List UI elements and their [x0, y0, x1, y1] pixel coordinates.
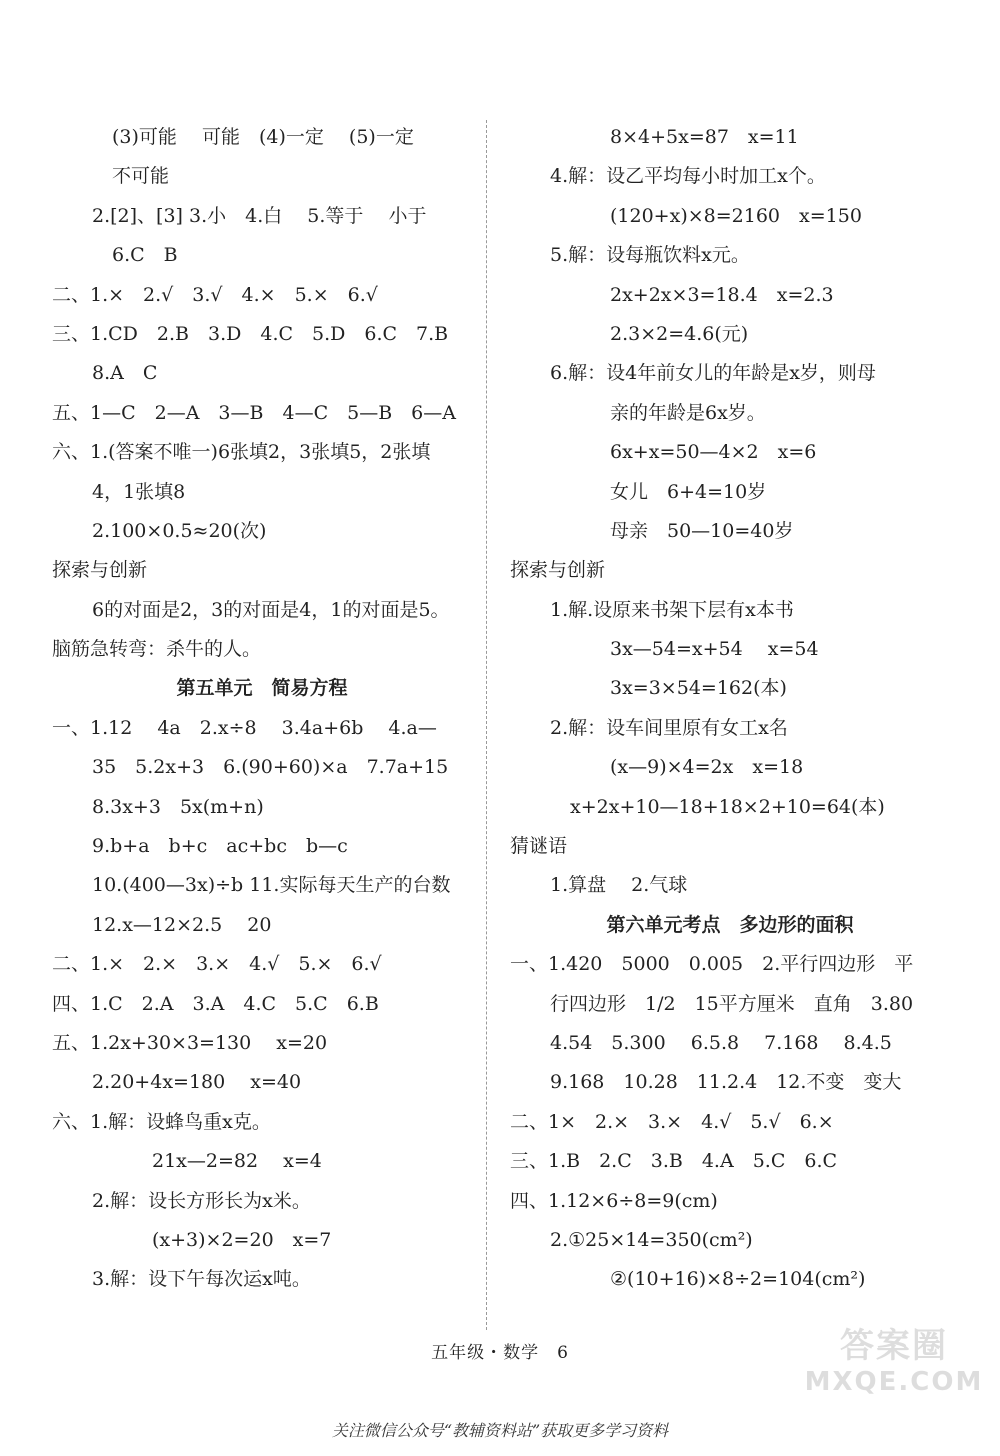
answer-line: (3)可能 可能 (4)一定 (5)一定	[112, 126, 414, 148]
answer-line: 脑筋急转弯：杀牛的人。	[52, 638, 262, 661]
answer-line: (x+3)×2=20 x=7	[152, 1228, 332, 1251]
answer-line: 9.b+a b+c ac+bc b—c	[92, 835, 348, 858]
answer-line: 21x—2=82 x=4	[152, 1150, 322, 1173]
answer-line: 一、1.12 4a 2.x÷8 3.4a+6b 4.a—	[52, 716, 437, 739]
section-heading: 探索与创新	[510, 559, 606, 582]
answer-line: 6.C B	[112, 244, 178, 267]
page-footer-label: 五年级・数学 6	[431, 1343, 569, 1363]
answer-line: 行四边形 1/2 15平方厘米 直角 3.80	[550, 992, 914, 1015]
answer-line: 2.解：设车间里原有女工x名	[550, 716, 788, 739]
section-heading: 探索与创新	[52, 559, 148, 582]
answer-line: 8.A C	[92, 362, 158, 385]
answer-line: 3.解：设下午每次运x吨。	[92, 1268, 311, 1291]
watermark-logo-text: 答案圈	[840, 1326, 948, 1366]
answer-line: 一、1.420 5000 0.005 2.平行四边形 平	[510, 953, 914, 976]
answer-line: 三、1.CD 2.B 3.D 4.C 5.D 6.C 7.B	[52, 322, 449, 345]
answer-line: 6的对面是2，3的对面是4，1的对面是5。	[92, 598, 450, 621]
answer-line: x+2x+10—18+18×2+10=64(本)	[570, 795, 885, 818]
watermark-site-text: MXQE.COM	[804, 1367, 984, 1397]
answer-line: 10.(400—3x)÷b 11.实际每天生产的台数	[92, 874, 451, 897]
answer-line: 二、1.× 2.√ 3.√ 4.× 5.× 6.√	[52, 283, 378, 306]
answer-line: 2.[2]、[3] 3.小 4.白 5.等于 小于	[92, 204, 427, 227]
answer-line: 六、1.解：设蜂鸟重x克。	[52, 1110, 271, 1133]
answer-line: 五、1—C 2—A 3—B 4—C 5—B 6—A	[52, 401, 456, 424]
answer-line: 2.3×2=4.6(元)	[610, 322, 749, 345]
answer-line: 6.解：设4年前女儿的年龄是x岁，则母	[550, 362, 876, 385]
answer-line: 4.54 5.300 6.5.8 7.168 8.4.5	[550, 1031, 892, 1054]
answer-line: 2.20+4x=180 x=40	[92, 1071, 302, 1094]
answer-line: (x—9)×4=2x x=18	[610, 756, 804, 779]
footer-note: 关注微信公众号“教辅资料站”获取更多学习资料	[331, 1421, 669, 1440]
answer-line: 12.x—12×2.5 20	[92, 913, 272, 936]
answer-line: 五、1.2x+30×3=130 x=20	[52, 1031, 328, 1054]
answer-line: 2.①25×14=350(cm²)	[550, 1228, 753, 1251]
unit-title: 第六单元考点 多边形的面积	[606, 913, 854, 936]
section-heading: 猜谜语	[510, 835, 568, 858]
column-divider	[486, 120, 487, 1330]
answer-line: 3x=3×54=162(本)	[610, 677, 787, 700]
answer-line: 8×4+5x=87 x=11	[610, 126, 799, 148]
answer-line: 9.168 10.28 11.2.4 12.不变 变大	[550, 1071, 902, 1094]
left-column	[52, 118, 472, 1300]
answer-line: 3x—54=x+54 x=54	[610, 638, 819, 661]
watermark-logo	[804, 1318, 984, 1428]
answer-line: 四、1.12×6÷8=9(cm)	[510, 1189, 718, 1212]
answer-line: 35 5.2x+3 6.(90+60)×a 7.7a+15	[92, 756, 449, 779]
answer-line: 亲的年龄是6x岁。	[610, 401, 766, 424]
unit-title: 第五单元 简易方程	[176, 677, 348, 700]
answer-line: 1.解.设原来书架下层有x本书	[550, 598, 794, 621]
answer-line: 2.100×0.5≈20(次)	[92, 519, 267, 542]
answer-line: 二、1.× 2.× 3.× 4.√ 5.× 6.√	[52, 953, 382, 976]
answer-line: 8.3x+3 5x(m+n)	[92, 795, 264, 818]
answer-line: 6x+x=50—4×2 x=6	[610, 441, 817, 464]
answer-line: 2.解：设长方形长为x米。	[92, 1189, 311, 1212]
answer-line: 2x+2x×3=18.4 x=2.3	[610, 283, 834, 306]
answer-line: 不可能	[112, 165, 170, 188]
answer-line: (120+x)×8=2160 x=150	[610, 204, 862, 227]
answer-line: 4，1张填8	[92, 480, 186, 503]
answer-line: 母亲 50—10=40岁	[610, 519, 794, 542]
answer-line: 女儿 6+4=10岁	[610, 480, 767, 503]
right-column	[510, 118, 950, 1300]
answer-line: 三、1.B 2.C 3.B 4.A 5.C 6.C	[510, 1150, 838, 1173]
answer-line: ②(10+16)×8÷2=104(cm²)	[610, 1268, 866, 1291]
answer-line: 四、1.C 2.A 3.A 4.C 5.C 6.B	[52, 992, 379, 1015]
answer-line: 1.算盘 2.气球	[550, 874, 688, 897]
answer-line: 5.解：设每瓶饮料x元。	[550, 244, 750, 267]
answer-line: 4.解：设乙平均每小时加工x个。	[550, 165, 826, 188]
answer-line: 六、1.(答案不唯一)6张填2，3张填5，2张填	[52, 441, 431, 464]
answer-line: 二、1× 2.× 3.× 4.√ 5.√ 6.×	[510, 1110, 834, 1133]
